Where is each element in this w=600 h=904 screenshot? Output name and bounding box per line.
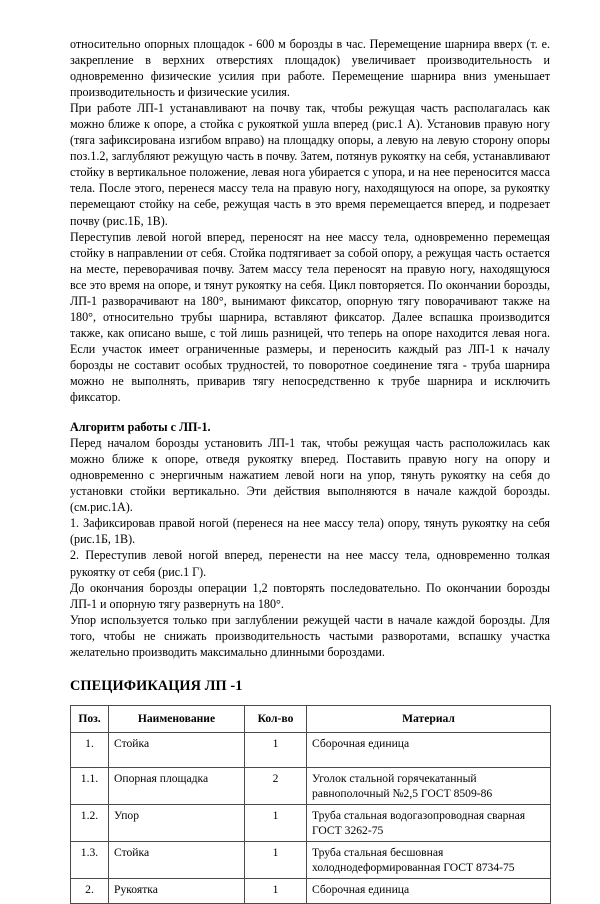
cell-material: Труба стальная водогазопроводная сварная ГОСТ 3262-75: [307, 804, 551, 841]
spacer-before-spec: [70, 660, 550, 677]
cell-name: Рукоятка: [109, 878, 245, 903]
body-text-block: [70, 36, 550, 405]
table-row: [71, 732, 551, 767]
cell-position: 1.3.: [71, 841, 109, 878]
cell-material: Труба стальная бесшовная холоднодеформированная ГОСТ 8734-75: [307, 841, 551, 878]
table-header: [71, 705, 551, 732]
table-row: [71, 767, 551, 804]
table-row: [71, 804, 551, 841]
spacer-before-algorithm: [70, 405, 550, 419]
table-row: [71, 841, 551, 878]
cell-position: 1.1.: [71, 767, 109, 804]
table-body: [71, 732, 551, 903]
algorithm-step-1: 1. Зафиксировав правой ногой (перенеся на нее массу тела) опору, тянуть рукоятку на себя (рис.1Б, 1В).: [70, 516, 550, 547]
column-header-name: Наименование: [109, 705, 245, 732]
cell-quantity: 1: [245, 732, 307, 767]
algorithm-step-2: 2. Переступив левой ногой вперед, перенести на нее массу тела, одновременно толкая рукоятку от себя (рис.1 Г).: [70, 548, 550, 579]
cell-name: Стойка: [109, 732, 245, 767]
cell-material: Сборочная единица: [307, 878, 551, 903]
algorithm-intro: Перед началом борозды установить ЛП-1 так, чтобы режущая часть расположилась как можно ближе к опоре, отведя рукоятку вперед. Поставить правую ногу на опору и одновременно с энергичным нажатием левой ноги на упор, тянуть рукоятку на себя до установки стойки вертикально. Эти действия выполняются в начале каждой борозды. (см.рис.1А).: [70, 436, 550, 515]
table-row: [71, 878, 551, 903]
algorithm-repeat-note: До окончания борозды операции 1,2 повторять последовательно. По окончании борозды ЛП-1 и опорную тягу развернуть на 180°.: [70, 580, 550, 611]
table-header-row: [71, 705, 551, 732]
algorithm-heading: Алгоритм работы с ЛП-1.: [70, 420, 211, 435]
specification-table: [70, 705, 551, 904]
paragraph-intro: относительно опорных площадок - 600 м борозды в час. Перемещение шарнира вверх (т. е. закрепление в верхних отверстиях площадок) увеличивает производительность и одновременно физические усилия при работе. Перемещение шарнира вниз уменьшает производительность и физические усилия.: [70, 37, 550, 100]
cell-quantity: 1: [245, 841, 307, 878]
column-header-quantity: Кол-во: [245, 705, 307, 732]
specification-title: СПЕЦИФИКАЦИЯ ЛП -1: [70, 677, 243, 694]
algorithm-support-note: Упор используется только при заглублении режущей части в начале каждой борозды. Для того, чтобы не снижать производительность частыми разворотами, вспашку участка желательно производить максимально длинными бороздами.: [70, 612, 550, 659]
cell-material: Уголок стальной горячекатанный равнополочный №2,5 ГОСТ 8509-86: [307, 767, 551, 804]
cell-position: 1.: [71, 732, 109, 767]
paragraph-cycle: Переступив левой ногой вперед, переносят на нее массу тела, одновременно перемещая стойку в направлении от себя. Стойка подтягивает за собой опору, а режущая часть остается на месте, переворачивая почву. Затем массу тела переносят на правую ногу, находящуюся все это время на опоре, и тянут рукоятку на себя. Цикл повторяется. По окончании борозды, ЛП-1 разворачивают на 180°, вынимают фиксатор, опорную тягу поворачивают также на 180°, относительно трубы шарнира, вставляют фиксатор. Далее вспашка производится также, как описано выше, с той лишь разницей, что теперь на опоре находится левая нога. Если участок имеет ограниченные размеры, и переносить каждый раз ЛП-1 к началу борозды не составит особых трудностей, то поворотное соединение тяга - труба шарнира можно не выполнять, приварив тягу непосредственно к трубе шарнира и исключить фиксатор.: [70, 229, 550, 405]
cell-position: 2.: [71, 878, 109, 903]
column-header-material: Материал: [307, 705, 551, 732]
cell-quantity: 1: [245, 878, 307, 903]
cell-quantity: 1: [245, 804, 307, 841]
cell-material: Сборочная единица: [307, 732, 551, 767]
paragraph-operation: При работе ЛП-1 устанавливают на почву так, чтобы режущая часть располагалась как можно ближе к опоре, а стойка с рукояткой ушла вперед (рис.1 А). Установив правую ногу (тяга зафиксирована изгибом вправо) на площадку опоры, а левую на левую сторону опоры поз.1.2, заглубляют режущую часть в почву. Затем, потянув рукоятку на себя, устанавливают стойку в вертикальное положение, левая нога убирается с упора, и на нее переносится масса тела. После этого, перенеся массу тела на правую ногу, находящуюся на опоре, за рукоятку перемещают стойку на себе, режущая часть в это время перемещается вперед, и подрезает почву (рис.1Б, 1В).: [70, 101, 550, 228]
cell-name: Опорная площадка: [109, 767, 245, 804]
cell-name: Упор: [109, 804, 245, 841]
column-header-position: Поз.: [71, 705, 109, 732]
algorithm-text-block: [70, 435, 550, 660]
cell-position: 1.2.: [71, 804, 109, 841]
cell-quantity: 2: [245, 767, 307, 804]
cell-name: Стойка: [109, 841, 245, 878]
